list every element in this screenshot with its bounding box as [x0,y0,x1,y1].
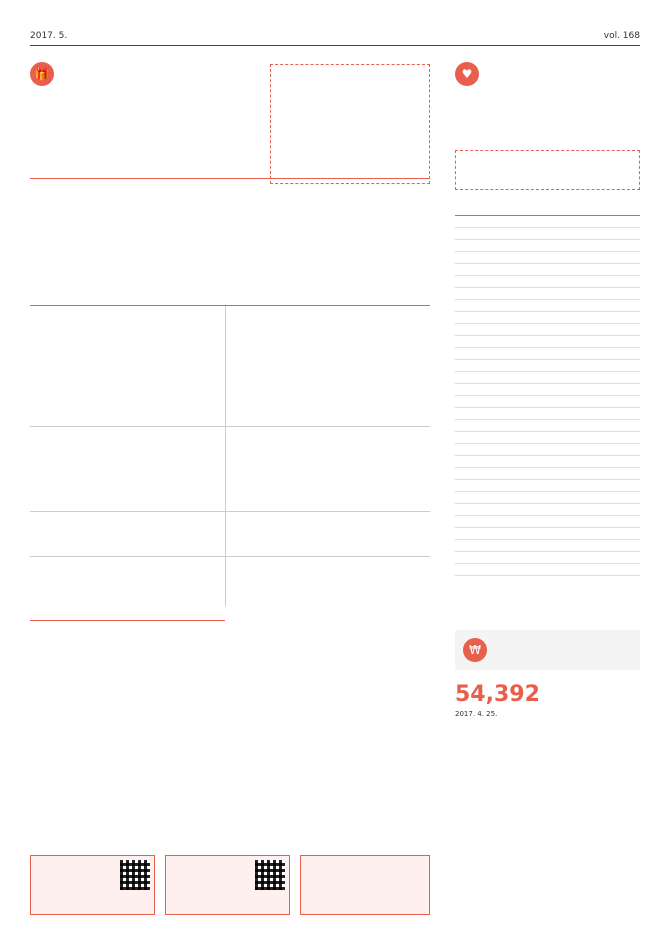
birthday-contact-box [270,64,430,184]
birthday-section [30,62,430,184]
volume-number: vol. 168 [603,31,640,42]
qr-code-icon [255,860,285,890]
donor-grid [30,305,430,605]
self-care-section [245,620,430,684]
issue-date: 2017. 5. [30,31,68,42]
companies-table [455,215,640,590]
love-body [455,94,640,144]
qr-code-icon [120,860,150,890]
daily-100-section [455,630,640,877]
birthday-body [30,94,260,184]
footer-box-3 [300,855,430,915]
heart-icon: ♥ [455,62,479,86]
love-contact-box [455,150,640,190]
self-care-body [245,626,430,676]
daily-date: 2017. 4. 25. [455,709,498,718]
page-header [30,28,640,46]
love-sharing-section [455,62,640,190]
social-work-title [30,620,225,625]
social-work-body [30,629,225,779]
daily-contact [455,737,640,877]
gift-icon: 🎁 [30,62,54,86]
social-work-section [30,620,225,779]
donor-list-section [30,178,430,298]
coin-icon: ₩ [463,638,487,662]
daily-count: 54,392 [455,682,540,707]
